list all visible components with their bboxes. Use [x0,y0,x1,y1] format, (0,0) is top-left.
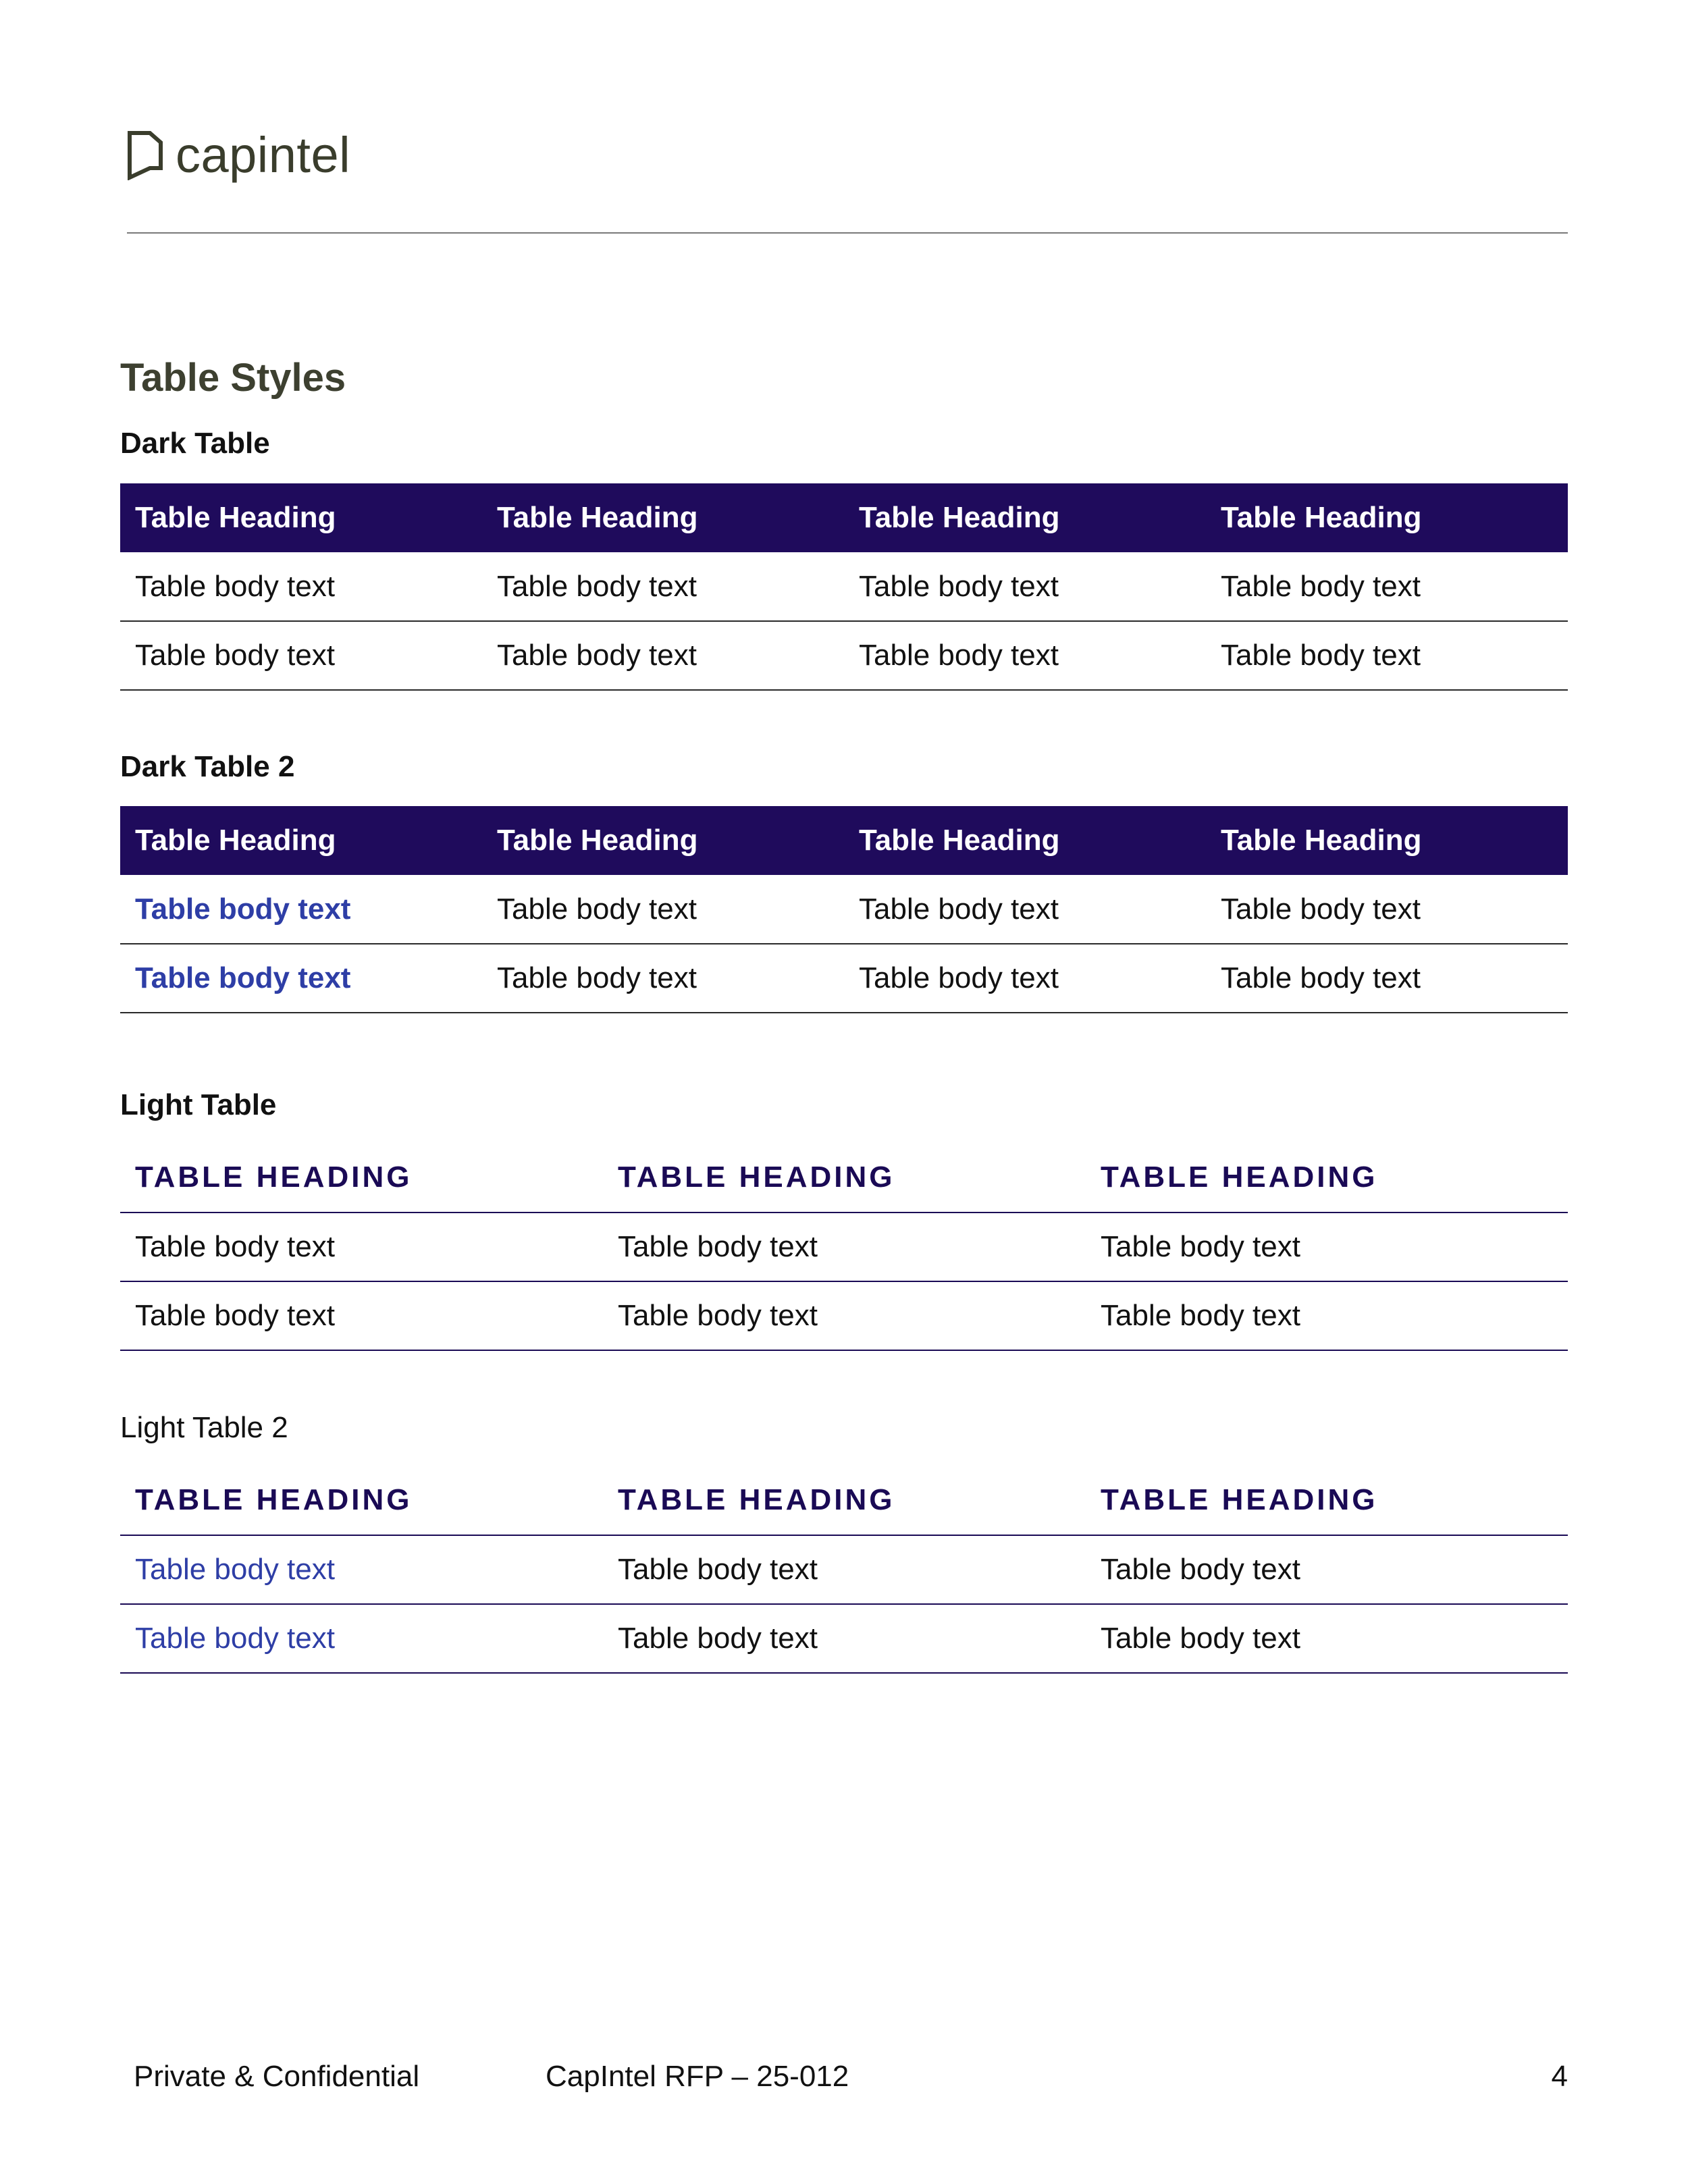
table-heading: Table Heading [1206,806,1568,875]
page-title: Table Styles [120,356,346,400]
table-row [120,1535,1568,1604]
table-heading: TABLE HEADING [1086,1465,1568,1535]
section-label-dark-table: Dark Table [120,427,270,460]
table-cell: Table body text [1206,621,1568,690]
table-cell: Table body text [844,552,1206,621]
table-cell: Table body text [603,1281,1086,1350]
capintel-logo [127,128,350,182]
section-label-light-table-2: Light Table 2 [120,1411,288,1444]
dark-table [120,483,1568,691]
table-cell: Table body text [1206,944,1568,1013]
footer-confidential-label: Private & Confidential [134,2060,420,2093]
table-cell: Table body text [844,875,1206,944]
table-row [120,944,1568,1013]
logo-wordmark: capintel [176,127,351,183]
table-heading: Table Heading [844,483,1206,552]
table-cell-accent: Table body text [120,1535,603,1604]
table-cell: Table body text [603,1535,1086,1604]
table-header-row [120,1465,1568,1535]
table-header-row [120,1142,1568,1213]
table-heading: TABLE HEADING [120,1465,603,1535]
table-heading: TABLE HEADING [603,1465,1086,1535]
section-label-light-table: Light Table [120,1088,277,1121]
table-cell-accent: Table body text [120,944,482,1013]
table-cell: Table body text [120,1281,603,1350]
header-divider [127,232,1568,234]
table-cell: Table body text [1086,1535,1568,1604]
table-cell-accent: Table body text [120,875,482,944]
light-table-2 [120,1465,1568,1674]
table-row [120,1604,1568,1673]
table-row [120,621,1568,690]
table-cell: Table body text [120,552,482,621]
table-heading: Table Heading [1206,483,1568,552]
table-heading: Table Heading [120,806,482,875]
table-cell: Table body text [1206,875,1568,944]
table-cell: Table body text [482,944,844,1013]
dark-table-2 [120,806,1568,1013]
table-cell: Table body text [120,621,482,690]
table-heading: Table Heading [120,483,482,552]
table-row [120,1281,1568,1350]
table-cell: Table body text [482,552,844,621]
table-cell: Table body text [120,1213,603,1281]
table-heading: Table Heading [844,806,1206,875]
table-cell: Table body text [844,944,1206,1013]
table-header-row [120,806,1568,875]
table-cell: Table body text [482,875,844,944]
table-cell: Table body text [1086,1604,1568,1673]
table-cell: Table body text [603,1604,1086,1673]
table-cell: Table body text [1086,1213,1568,1281]
table-heading: TABLE HEADING [603,1142,1086,1213]
table-cell: Table body text [603,1213,1086,1281]
table-row [120,875,1568,944]
page-number: 4 [1551,2060,1568,2093]
table-row [120,1213,1568,1281]
table-cell: Table body text [844,621,1206,690]
table-heading: Table Heading [482,806,844,875]
table-heading: TABLE HEADING [120,1142,603,1213]
table-cell: Table body text [482,621,844,690]
capintel-logo-icon [127,130,163,180]
footer-document-id: CapIntel RFP – 25-012 [546,2060,849,2093]
table-header-row [120,483,1568,552]
table-cell: Table body text [1086,1281,1568,1350]
table-cell: Table body text [1206,552,1568,621]
section-label-dark-table-2: Dark Table 2 [120,750,295,783]
table-cell-accent: Table body text [120,1604,603,1673]
light-table [120,1142,1568,1351]
table-heading: TABLE HEADING [1086,1142,1568,1213]
table-row [120,552,1568,621]
table-heading: Table Heading [482,483,844,552]
